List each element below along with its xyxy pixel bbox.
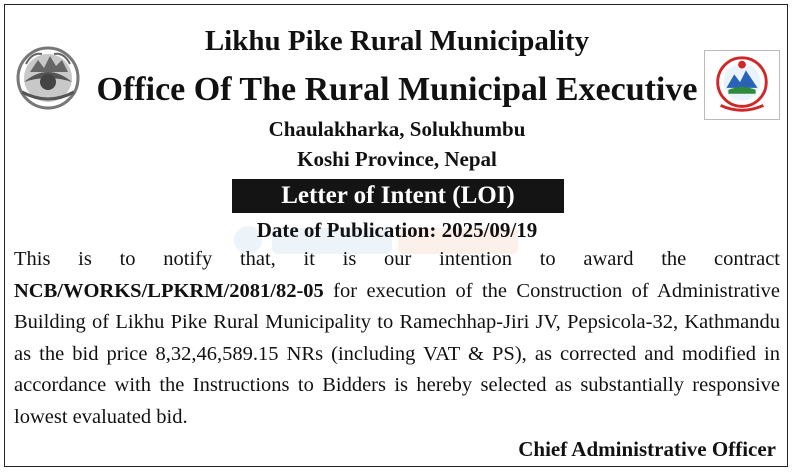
notice-body <box>14 244 780 433</box>
publication-date: Date of Publication: 2025/09/19 <box>256 218 538 242</box>
signature-title: Chief Administrative Officer <box>518 437 776 461</box>
address-line-1: Chaulakharka, Solukhumbu <box>268 117 526 141</box>
contract-reference: NCB/WORKS/LPKRM/2081/82-05 <box>14 279 324 302</box>
body-text-intro: This is to notify that, it is our intention to award the contract <box>14 248 780 270</box>
notice-title: Letter of Intent (LOI) <box>232 179 564 213</box>
municipality-name: Likhu Pike Rural Municipality <box>204 25 590 57</box>
address-line-2: Koshi Province, Nepal <box>297 147 497 171</box>
office-name: Office Of The Rural Municipal Executive <box>96 71 698 108</box>
body-text-details: for execution of the Construction of Administrative Building of Likhu Pike Rural Municipality to Ramechhap-Jiri JV, Pepsicola-32, Kathmandu as the bid price 8,32,46,589.15 NRs (including VAT & PS), as corrected and modified in accordance with the Instructions to Bidders is hereby selected as substantially responsive lowest evaluated bid. <box>14 279 780 428</box>
